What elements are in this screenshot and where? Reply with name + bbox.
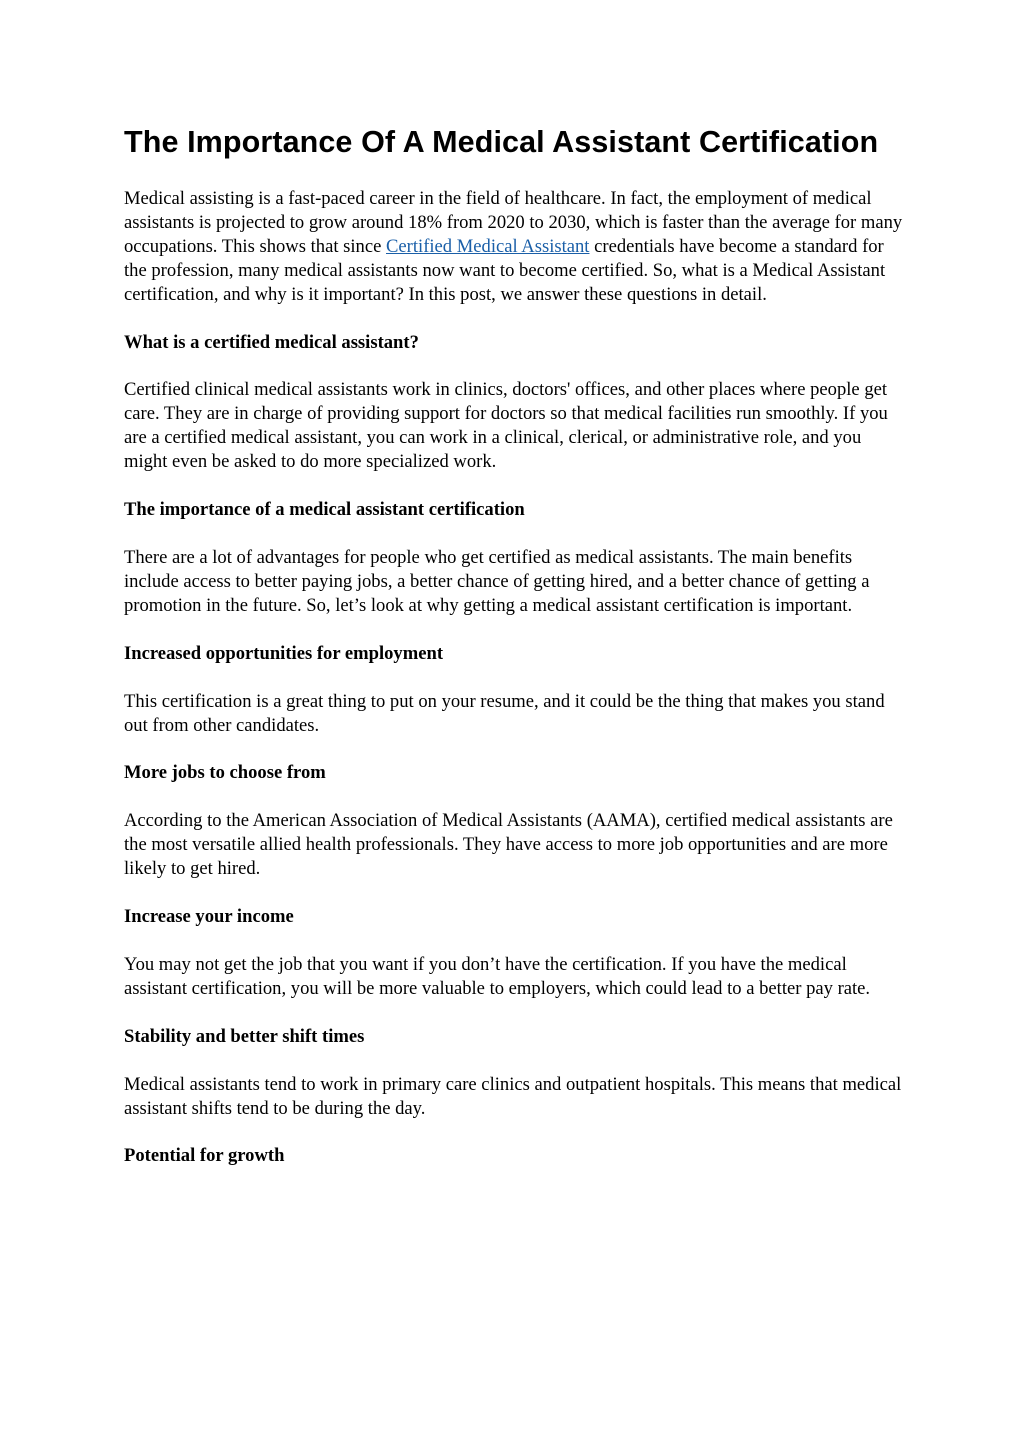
document-page: [124, 122, 904, 1192]
section-body-what-is-cma: Certified clinical medical assistants work in clinics, doctors' offices, and other places where people get care. They are in charge of providing support for doctors so that medical facilities run smoothly. If you are a certified medical assistant, you can work in a clinical, clerical, or administrative role, and you might even be asked to do more specialized work.: [124, 379, 888, 473]
section-heading-what-is-cma: What is a certified medical assistant?: [124, 331, 419, 353]
section-body-importance: There are a lot of advantages for people who get certified as medical assistants. The main benefits include access to better paying jobs, a better chance of getting hired, and a better chance of getting a promotion in the future. So, let’s look at why getting a medical assistant certification is important.: [124, 546, 870, 616]
section-heading-stability: Stability and better shift times: [124, 1025, 365, 1047]
section-heading-importance: The importance of a medical assistant certification: [124, 499, 525, 521]
section-body-more-jobs: According to the American Association of Medical Assistants (AAMA), certified medical assistants are the most versatile allied health professionals. They have access to more job opportunities and are more likely to get hired.: [124, 810, 893, 880]
intro-paragraph: [124, 187, 904, 307]
section-heading-income: Increase your income: [124, 906, 294, 928]
section-body-stability: Medical assistants tend to work in primary care clinics and outpatient hospitals. This means that medical assistant shifts tend to be during the day.: [124, 1073, 902, 1119]
section-body-employment: This certification is a great thing to put on your resume, and it could be the thing that makes you stand out from other candidates.: [124, 690, 885, 736]
section-heading-employment: Increased opportunities for employment: [124, 642, 444, 664]
page-title: The Importance Of A Medical Assistant Certification: [124, 125, 879, 159]
section-heading-more-jobs: More jobs to choose from: [124, 762, 326, 784]
section-body-income: You may not get the job that you want if you don’t have the certification. If you have the medical assistant certification, you will be more valuable to employers, which could lead to a better pay rate.: [124, 953, 871, 999]
intro-text-before-link: Medical assisting is a fast-paced career in the field of healthcare. In fact, the employment of medical assistants is projected to grow around 18% from 2020 to 2030, which is faster than the average for many occupations. This shows that since: [124, 188, 903, 257]
section-heading-growth: Potential for growth: [124, 1145, 285, 1167]
certified-medical-assistant-link[interactable]: Certified Medical Assistant: [386, 235, 590, 257]
intro-text-after-link: credentials have become a standard for the profession, many medical assistants now want to become certified. So, what is a Medical Assistant certification, and why is it important? In this post, we answer these questions in detail.: [124, 235, 886, 305]
